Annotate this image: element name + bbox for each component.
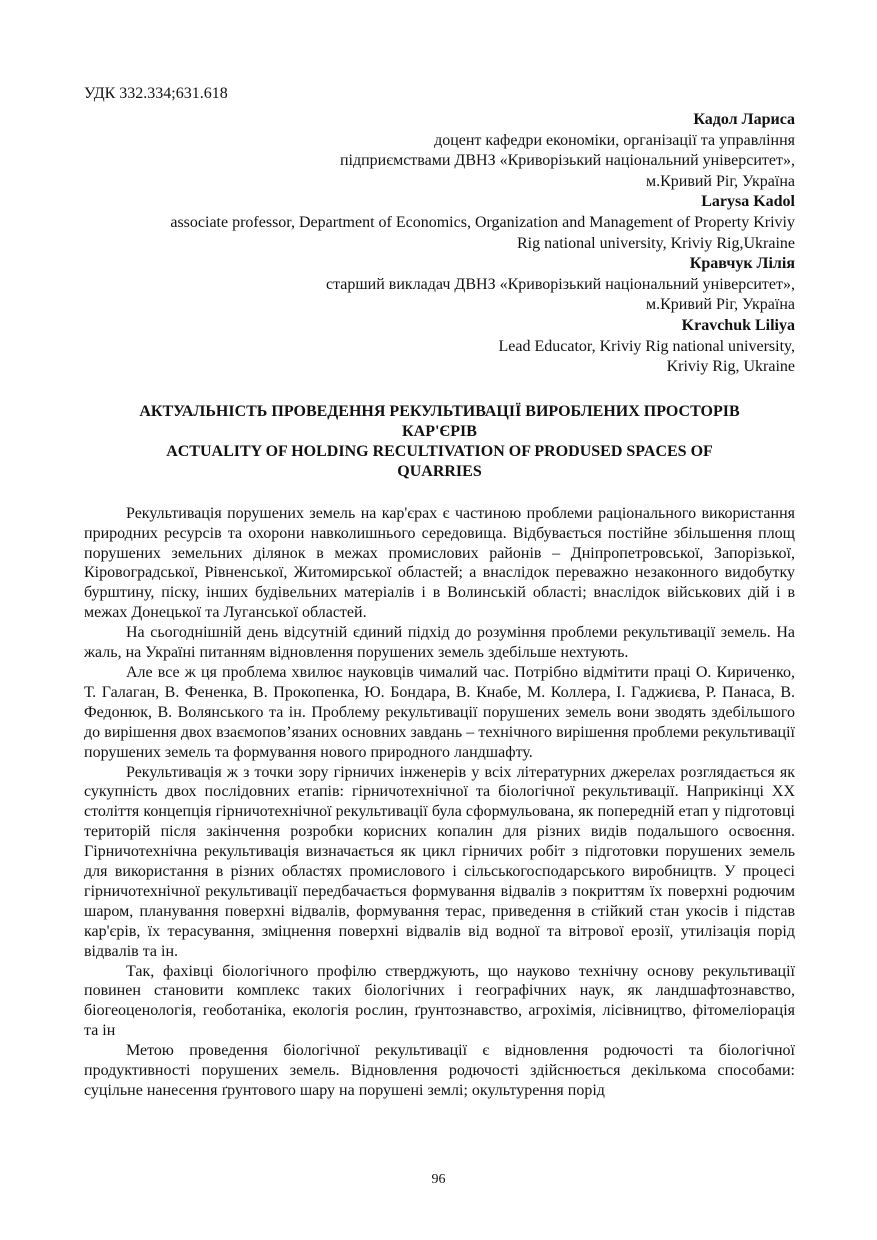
author-affiliation-line: м.Кривий Ріг, Україна [645,296,795,314]
body-paragraph: Але все ж ця проблема хвилює науковців чималий час. Потрібно відмітити праці О. Кириченко, Т. Галаган, В. Фененка, В. Прокопенка, Ю. Бондара, В. Кнабе, М. Коллера, І. Гаджиєва, Р. Панаса, В. Федонюк, В. Волянського та ін. Проблему рекультивації порушених земель вони зводять здебільшого до вирішення двох взаємопов’язаних основних завдань – технічного вирішення проблеми рекультивації порушених земель та формування нового природного ландшафту. [84,663,795,761]
title-english: ACTUALITY OF HOLDING RECULTIVATION OF PRODUSED SPACES OF QUARRIES [166,442,713,480]
author-affiliation-line: підприємствами ДВНЗ «Криворізький національний університет», [339,152,795,170]
author-name: Кравчук Лілія [689,255,795,273]
title-ukrainian: АКТУАЛЬНІСТЬ ПРОВЕДЕННЯ РЕКУЛЬТИВАЦІЇ ВИРОБЛЕНИХ ПРОСТОРІВ КАР'ЄРІВ [139,402,740,440]
author-affiliation-line: доцент кафедри економіки, організації та управління [434,131,795,149]
author-name: Kravchuk Liliya [681,316,795,334]
author-affiliation-line: associate professor, Department of Economics, Organization and Management of Property Kriviy [170,213,795,231]
document-page [84,84,795,1101]
article-title-block [84,402,795,482]
author-affiliation-line: Kriviy Rig, Ukraine [666,358,795,376]
article-body [84,504,795,1101]
author-affiliation-line: Rig national university, Kriviy Rig,Ukraine [516,234,795,252]
author-block [84,110,795,378]
author-name: Larysa Kadol [701,193,795,211]
author-affiliation-line: Lead Educator, Kriviy Rig national university, [498,337,795,355]
body-paragraph: На сьогоднішній день відсутній єдиний підхід до розуміння проблеми рекультивації земель. На жаль, на Україні питанням відновлення порушених земель здебільше нехтують. [84,624,795,662]
author-name: Кадол Лариса [693,111,795,128]
author-affiliation-line: м.Кривий Ріг, Україна [645,172,795,190]
page-number: 96 [431,1172,446,1187]
body-paragraph: Рекультивація ж з точки зору гірничих інженерів у всіх літературних джерелах розглядається як сукупність двох послідовних етапів: гірничотехнічної та біологічної рекультивації. Наприкінці ХХ століття концепція гірничотехнічної рекультивації була сформульована, як попередній етап у підготовці територій після закінчення розробки корисних копалин для різних видів подальшого освоєння. Гірничотехнічна рекультивація визначається як цикл гірничих робіт з підготовки порушених земель для використання в різних областях промислового і сільськогосподарського виробництв. У процесі гірничотехнічної рекультивації передбачається формування відвалів з покриттям їх поверхні родючим шаром, планування поверхні відвалів, формування терас, приведення в стійкий стан укосів і підстав кар'єрів, їх терасування, зміцнення поверхні відвалів від водної та вітрової ерозії, утилізація порід відвалів та ін. [84,763,795,960]
author-affiliation-line: старший викладач ДВНЗ «Криворізький національний університет», [325,275,795,293]
udk-code: УДК 332.334;631.618 [84,85,228,102]
body-paragraph: Метою проведення біологічної рекультивації є відновлення родючості та біологічної продуктивності порушених земель. Відновлення родючості здійснюється декількома способами: суцільне нанесення ґрунтового шару на порушені землі; окультурення порід [84,1042,795,1099]
body-paragraph: Так, фахівці біологічного профілю стверджують, що науково технічну основу рекультивації повинен становити комплекс таких біологічних і географічних наук, як ландшафтознавство, біогеоценологія, геоботаніка, екологія рослин, ґрунтознавство, агрохімія, лісівництво, фітомеліорація та ін [84,962,795,1040]
body-paragraph: Рекультивація порушених земель на кар'єрах є частиною проблеми раціонального використання природних ресурсів та охорони навколишнього середовища. Відбувається постійне збільшення площ порушених земельних ділянок в межах промислових районів – Дніпропетровської, Запорізької, Кіровоградської, Рівненської, Житомирської областей; а внаслідок переважно незаконного видобутку бурштину, піску, інших будівельних матеріалів і в Волинській області; внаслідок військових дій і в межах Донецької та Луганської областей. [84,504,795,622]
